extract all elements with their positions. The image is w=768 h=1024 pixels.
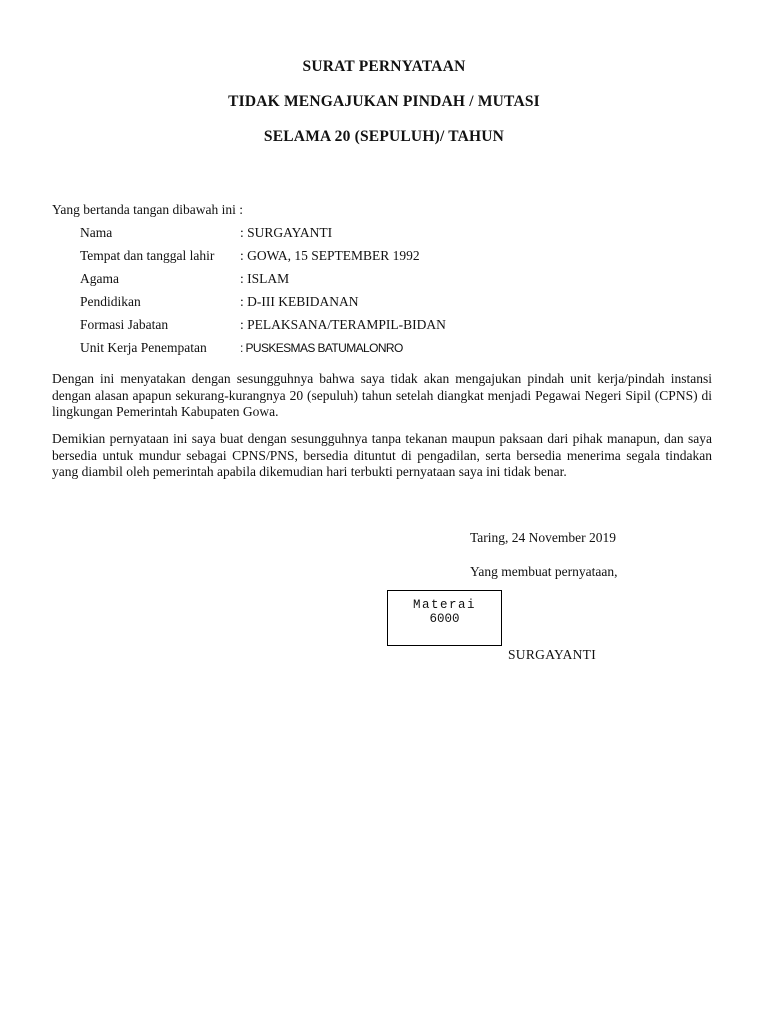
document-subtitle-1: TIDAK MENGAJUKAN PINDAH / MUTASI xyxy=(228,93,540,110)
field-value: : PELAKSANA/TERAMPIL-BIDAN xyxy=(240,317,446,332)
stamp-duty-box xyxy=(387,590,502,646)
field-value: : GOWA, 15 SEPTEMBER 1992 xyxy=(240,248,420,263)
statement-paragraph: Dengan ini menyatakan dengan sesungguhnya bahwa saya tidak akan mengajukan pindah unit kerja/pindah instansi dengan alasan apapun sekurang-kurangnya 20 (sepuluh) tahun setelah diangkat menjadi Pegawai Negeri Sipil (CPNS) di lingkungan Pemerintah Kabupaten Gowa. xyxy=(52,371,712,419)
place-date: Taring, 24 November 2019 xyxy=(470,530,617,545)
field-label: Tempat dan tanggal lahir xyxy=(80,248,215,263)
maker-label: Yang membuat pernyataan, xyxy=(470,564,618,579)
field-label: Nama xyxy=(80,225,113,240)
signer-name: SURGAYANTI xyxy=(508,647,597,662)
field-value: : D-III KEBIDANAN xyxy=(240,294,359,309)
stamp-value: 6000 xyxy=(429,612,460,626)
field-label: Unit Kerja Penempatan xyxy=(80,340,207,355)
closing-paragraph: Demikian pernyataan ini saya buat dengan sesungguhnya tanpa tekanan maupun paksaan dari pihak manapun, dan saya bersedia untuk mundur sebagai CPNS/PNS, bersedia dituntut di pengadilan, serta bersedia menerima segala tindakan yang diambil oleh pemerintah apabila dikemudian hari terbukti pernyataan saya ini tidak benar. xyxy=(52,431,712,479)
document-subtitle-2: SELAMA 20 (SEPULUH)/ TAHUN xyxy=(263,128,505,145)
document-title: SURAT PERNYATAAN xyxy=(302,58,466,75)
field-value: : ISLAM xyxy=(240,271,290,286)
field-value: : PUSKESMAS BATUMALONRO xyxy=(240,341,403,355)
field-value: : SURGAYANTI xyxy=(240,225,333,240)
field-label: Pendidikan xyxy=(80,294,141,309)
intro-text: Yang bertanda tangan dibawah ini : xyxy=(52,202,243,217)
stamp-label: Materai xyxy=(412,598,476,612)
field-label: Agama xyxy=(80,271,119,286)
field-label: Formasi Jabatan xyxy=(80,317,169,332)
